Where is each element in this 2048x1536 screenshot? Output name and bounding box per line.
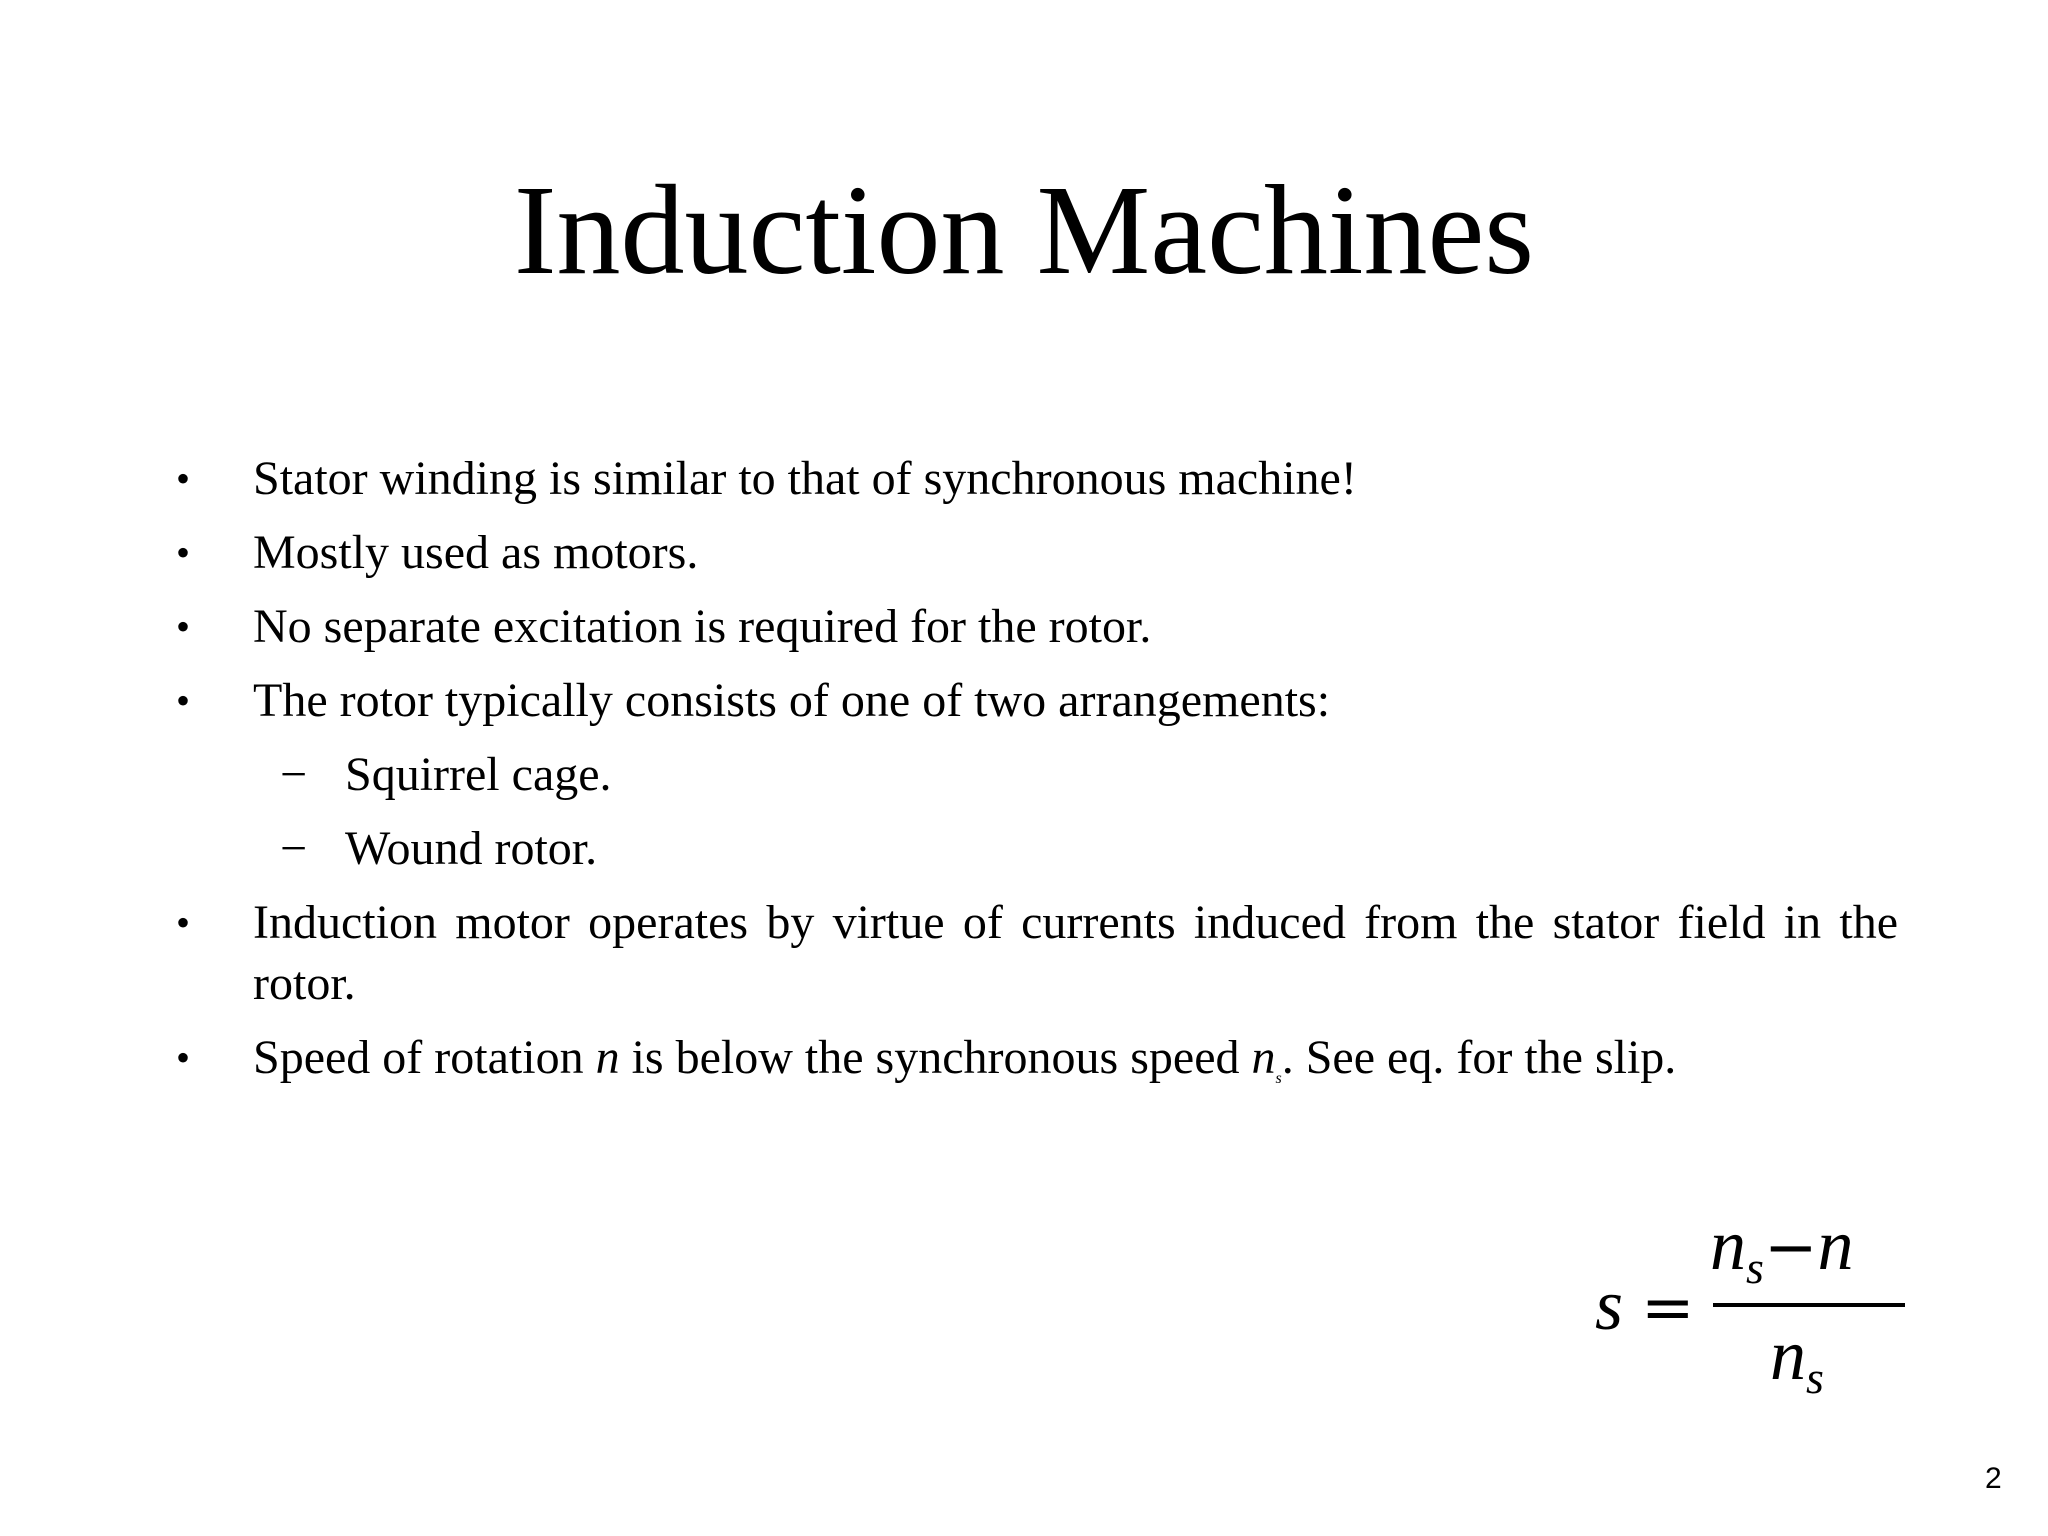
bullet-item [0, 1027, 1898, 1109]
bullet-item [0, 892, 1898, 1014]
formula-num-subscript: s [1746, 1242, 1764, 1293]
sub-bullet-marker: − [280, 748, 308, 801]
bullet-marker: • [176, 900, 191, 945]
speed-text-part2: is below the synchronous speed [619, 1031, 1252, 1084]
speed-text-part1: Speed of rotation [253, 1031, 596, 1084]
speed-text-part3: . See eq. for the slip. [1281, 1031, 1677, 1084]
bullet-list [0, 448, 2048, 1122]
formula-den-n: n [1770, 1315, 1806, 1395]
formula-num-n: n [1710, 1205, 1746, 1285]
sub-bullet-text: Wound rotor. [345, 822, 598, 875]
slip-formula [1595, 1205, 1905, 1415]
formula-equals: = [1641, 1271, 1695, 1345]
formula-s: s [1595, 1265, 1624, 1345]
bullet-item [0, 522, 1898, 583]
fraction-line [1713, 1303, 1905, 1307]
bullet-marker: • [176, 1035, 191, 1080]
variable-ns: n [1251, 1031, 1276, 1084]
bullet-text: Mostly used as motors. [253, 526, 699, 579]
bullet-marker: • [176, 530, 191, 575]
bullet-marker: • [176, 678, 191, 723]
sub-bullet-item [0, 818, 2048, 879]
formula-minus: − [1763, 1211, 1818, 1285]
speed-bullet-text [253, 1031, 1677, 1087]
page-number: 2 [1985, 1462, 2002, 1495]
bullet-text: No separate excitation is required for the rotor. [253, 600, 1152, 653]
formula-numerator [1710, 1205, 1854, 1308]
bullet-item [0, 448, 1898, 509]
slide-title: Induction Machines [513, 159, 1535, 301]
bullet-item [0, 670, 1898, 731]
formula-denominator [1770, 1315, 1824, 1418]
bullet-marker: • [176, 604, 191, 649]
sub-bullet-text: Squirrel cage. [345, 748, 612, 801]
sub-bullet-marker: − [280, 822, 308, 875]
variable-ns-subscript: s [1275, 1070, 1282, 1087]
variable-n: n [595, 1031, 620, 1084]
formula-num-n2: n [1817, 1205, 1854, 1285]
bullet-text: The rotor typically consists of one of two arrangements: [253, 674, 1331, 727]
bullet-marker: • [176, 456, 191, 501]
formula-den-subscript: s [1806, 1352, 1824, 1403]
formula-lhs [1595, 1265, 1695, 1348]
sub-bullet-item [0, 744, 2048, 805]
bullet-item [0, 596, 1898, 657]
bullet-text: Stator winding is similar to that of synchronous machine! [253, 452, 1357, 505]
bullet-text: Induction motor operates by virtue of currents induced from the stator field in the rotor. [253, 896, 1898, 1010]
